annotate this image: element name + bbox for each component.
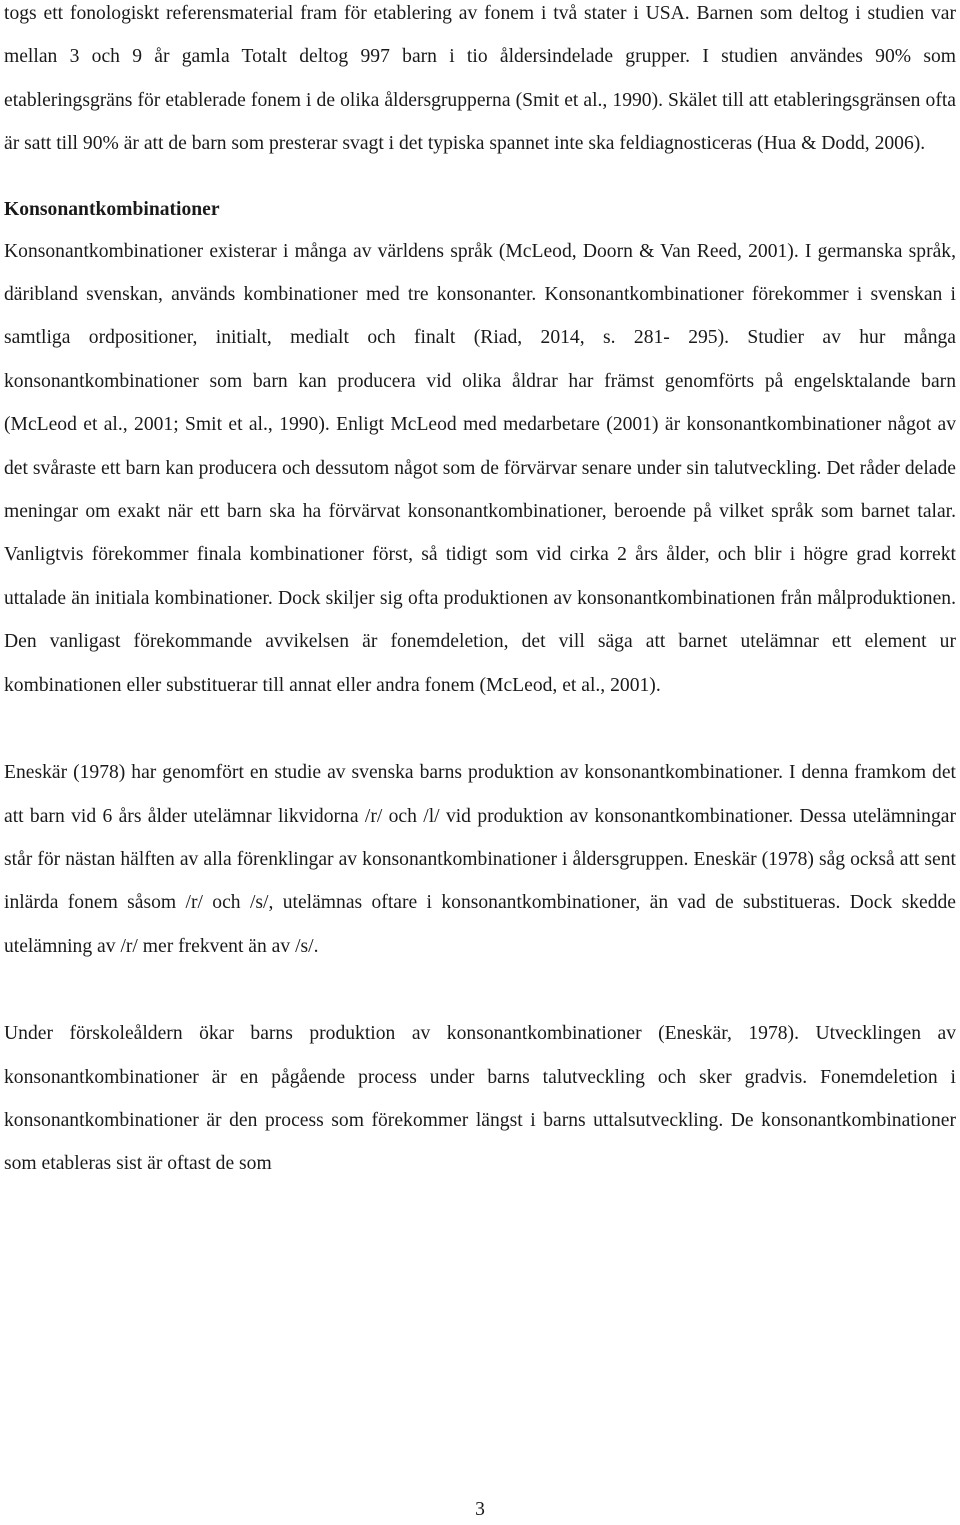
body-paragraph: Under förskoleåldern ökar barns produktion av konsonantkombinationer (Eneskär, 1978). Utvecklingen av konsonantkombinationer är en pågående process under barns talutveckling och sker gradvis. Fonemdeletion i konsonantkombinationer är den process som förekommer längst i barns uttalsutveckling. De konsonantkombinationer som etableras sist är oftast de som <box>4 1023 956 1175</box>
body-paragraph: Eneskär (1978) har genomfört en studie av svenska barns produktion av konsonantkombinationer. I denna framkom det att barn vid 6 års ålder utelämnar likvidorna /r/ och /l/ vid produktion av konsonantkombinationer. Dessa utelämningar står för nästan hälften av alla förenklingar av konsonantkombinationer i åldersgruppen. Eneskär (1978) såg också att sent inlärda fonem såsom /r/ och /s/, utelämnas oftare i konsonantkombinationer, än vad de substitueras. Dock skedde utelämning av /r/ mer frekvent än av /s/. <box>4 762 956 957</box>
body-paragraph: togs ett fonologiskt referensmaterial fram för etablering av fonem i två stater i USA. Barnen som deltog i studien var mellan 3 och 9 år gamla Totalt deltog 997 barn i tio åldersindelade grupper. I studien användes 90% som etableringsgräns för etablerade fonem i de olika åldersgrupperna (Smit et al., 1990). Skälet till att etableringsgränsen ofta är satt till 90% är att de barn som presterar svagt i det typiska spannet inte ska feldiagnosticeras (Hua & Dodd, 2006). <box>4 3 956 155</box>
paragraph-spacer <box>4 968 956 1012</box>
page-number: 3 <box>475 1499 485 1520</box>
paragraph-spacer <box>4 707 956 751</box>
section-heading: Konsonantkombinationer <box>4 198 220 220</box>
document-page <box>4 0 956 1186</box>
body-paragraph: Konsonantkombinationer existerar i många av världens språk (McLeod, Doorn & Van Reed, 2001). I germanska språk, däribland svenskan, används kombinationer med tre konsonanter. Konsonantkombinationer förekommer i svenskan i samtliga ordpositioner, initialt, medialt och finalt (Riad, 2014, s. 281- 295). Studier av hur många konsonantkombinationer som barn kan producera vid olika åldrar har främst genomförts på engelsktalande barn (McLeod et al., 2001; Smit et al., 1990). Enligt McLeod med medarbetare (2001) är konsonantkombinationer något av det svåraste ett barn kan producera och dessutom något som de förvärvar senare under sin talutveckling. Det råder delade meningar om exakt när ett barn ska ha förvärvat konsonantkombinationer, beroende på vilket språk som barnet talar. Vanligtvis förekommer finala kombinationer först, så tidigt som vid cirka 2 års ålder, och blir i högre grad korrekt uttalade än initiala kombinationer. Dock skiljer sig ofta produktionen av konsonantkombinationen från målproduktionen. Den vanligast förekommande avvikelsen är fonemdeletion, det vill säga att barnet utelämnar ett element ur kombinationen eller substituerar till annat eller andra fonem (McLeod, et al., 2001). <box>4 240 956 696</box>
